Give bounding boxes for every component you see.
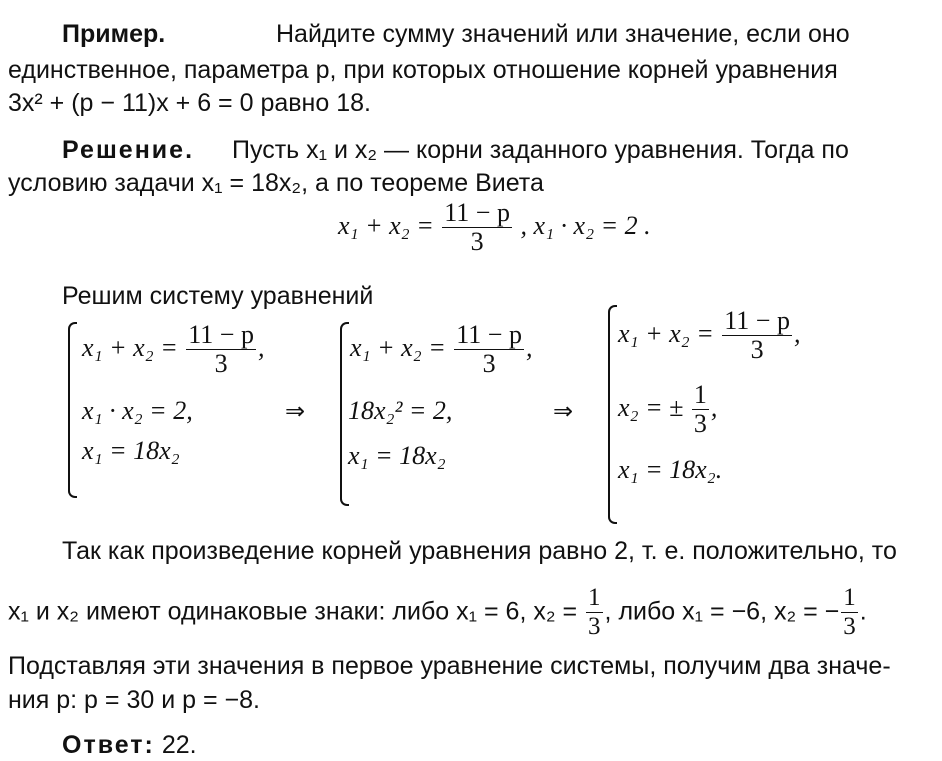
- system-1-eq-2: x₁ · x₂ = 2,: [82, 396, 193, 425]
- example-label: Пример.: [62, 20, 166, 48]
- vieta-formula: [338, 200, 651, 256]
- answer-label: Ответ:: [62, 731, 155, 759]
- fraction-denominator: 3: [693, 409, 707, 438]
- fraction-denominator: 3: [214, 349, 228, 378]
- fraction-numerator: 11 − p: [456, 320, 522, 349]
- fraction-denominator: 3: [470, 227, 484, 256]
- fraction-denominator: 3: [843, 613, 856, 640]
- answer-line: [62, 730, 197, 760]
- system-1-eq-1: x₁ + x₂ = $\frac{11 - p}{3}$ ,: [82, 320, 265, 378]
- fraction-numerator: 11 − p: [188, 320, 254, 349]
- fraction-numerator: 11 − p: [724, 306, 790, 335]
- fraction-numerator: 1: [843, 584, 856, 611]
- implies-arrow-2: ⇒: [553, 397, 574, 425]
- system-2-eq-1: x₁ + x₂ = $\frac{11 - p}{3}$ ,: [350, 320, 533, 378]
- system-intro: Решим систему уравнений: [62, 282, 374, 310]
- fraction-numerator: 1: [588, 584, 601, 611]
- fraction-denominator: 3: [750, 335, 764, 364]
- fraction: [442, 200, 512, 256]
- paragraph-1-line-2: x₁ и x₂ имеют одинаковые знаки: либо x₁ = 6, x₂ = $\frac{1}{3}$ , либо x₁ = −6, x₂ = − $\frac{1}{3}$ .: [8, 584, 867, 640]
- paragraph-1-line-1: Так как произведение корней уравнения равно 2, т. е. положительно, то: [62, 537, 897, 565]
- implies-arrow-1: ⇒: [285, 397, 306, 425]
- fraction-numerator: 11 − p: [444, 198, 510, 227]
- fraction-numerator: 1: [693, 380, 707, 409]
- system-2-eq-3: x₁ = 18x₂: [348, 441, 446, 470]
- system-1-brace: [68, 322, 77, 498]
- system-3-eq-3: x₁ = 18x₂.: [618, 455, 723, 484]
- answer-value: 22.: [161, 731, 197, 759]
- example-line-1: Найдите сумму значений или значение, если оно: [276, 20, 850, 48]
- solution-line-2: условию задачи x₁ = 18x₂, а по теореме Виета: [8, 169, 544, 197]
- system-1-eq-3: x₁ = 18x₂: [82, 436, 180, 465]
- solution-line-1: Пусть x₁ и x₂ — корни заданного уравнения. Тогда по: [232, 136, 849, 164]
- system-3-brace: [608, 305, 617, 524]
- system-3-eq-1: x₁ + x₂ = $\frac{11 - p}{3}$ ,: [618, 306, 801, 364]
- vieta-sum: x₁ + x₂ =: [338, 210, 434, 240]
- solution-label: Решение.: [62, 136, 195, 164]
- fraction-denominator: 3: [588, 613, 601, 640]
- example-line-2: единственное, параметра p, при которых отношение корней уравнения: [8, 56, 838, 84]
- system-2-eq-2: 18x₂² = 2,: [348, 396, 453, 425]
- paragraph-2-line-1: Подставляя эти значения в первое уравнение системы, получим два значе-: [8, 652, 891, 680]
- example-line-3: 3x² + (p − 11)x + 6 = 0 равно 18.: [8, 89, 371, 117]
- vieta-product: , x₁ · x₂ = 2 .: [520, 210, 651, 240]
- system-3-eq-2: x₂ = ± $\frac{1}{3}$ ,: [618, 380, 718, 438]
- paragraph-2-line-2: ния p: p = 30 и p = −8.: [8, 686, 260, 714]
- fraction-denominator: 3: [482, 349, 496, 378]
